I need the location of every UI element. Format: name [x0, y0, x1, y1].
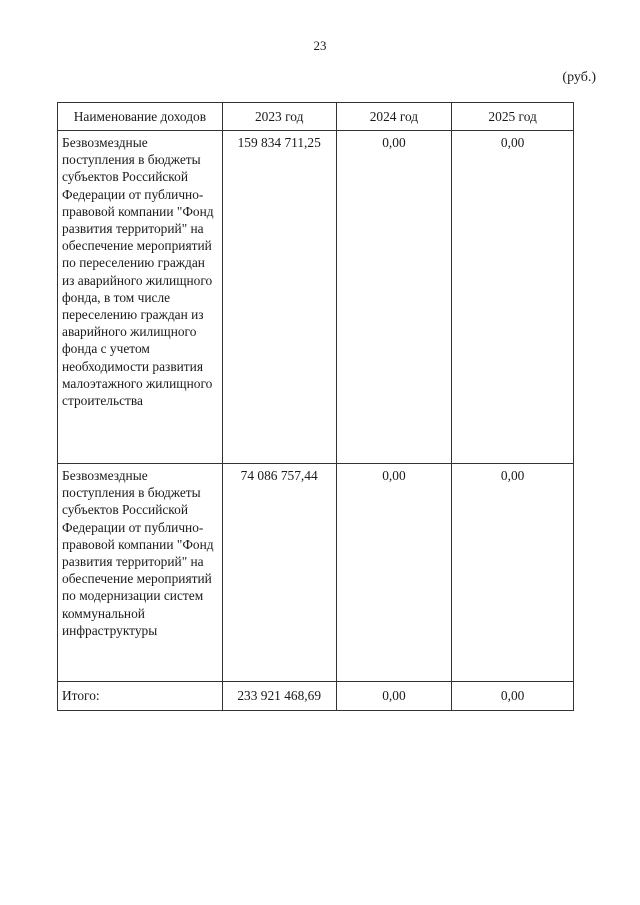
header-2023: 2023 год [222, 103, 336, 131]
page-number: 23 [313, 38, 327, 53]
row-value-2024: 0,00 [336, 131, 452, 464]
row-value-2025: 0,00 [452, 131, 574, 464]
total-2023: 233 921 468,69 [222, 682, 336, 711]
row-value-2023: 159 834 711,25 [222, 131, 336, 464]
table-row [58, 464, 574, 682]
row-value-2024: 0,00 [336, 464, 452, 682]
header-2025: 2025 год [452, 103, 574, 131]
revenue-table [57, 102, 574, 711]
total-row [58, 682, 574, 711]
units-label: (руб.) [562, 70, 596, 85]
header-2024: 2024 год [336, 103, 452, 131]
table-header-row [58, 103, 574, 131]
row-income-name: Безвозмездные поступления в бюджеты субъектов Российской Федерации от публично-правовой компании "Фонд развития территорий" на обеспечение мероприятий по модернизации систем коммунальной инфраструктуры [58, 464, 223, 682]
total-2024: 0,00 [336, 682, 452, 711]
total-label: Итого: [58, 682, 223, 711]
row-income-name: Безвозмездные поступления в бюджеты субъектов Российской Федерации от публично-правовой компании "Фонд развития территорий" на обеспечение мероприятий по переселению граждан из аварийного жилищного фонда, в том числе переселению граждан из аварийного жилищного фонда с учетом необходимости развития малоэтажного жилищного строительства [58, 131, 223, 464]
row-value-2023: 74 086 757,44 [222, 464, 336, 682]
header-income-name: Наименование доходов [58, 103, 223, 131]
total-2025: 0,00 [452, 682, 574, 711]
table-row [58, 131, 574, 464]
row-value-2025: 0,00 [452, 464, 574, 682]
